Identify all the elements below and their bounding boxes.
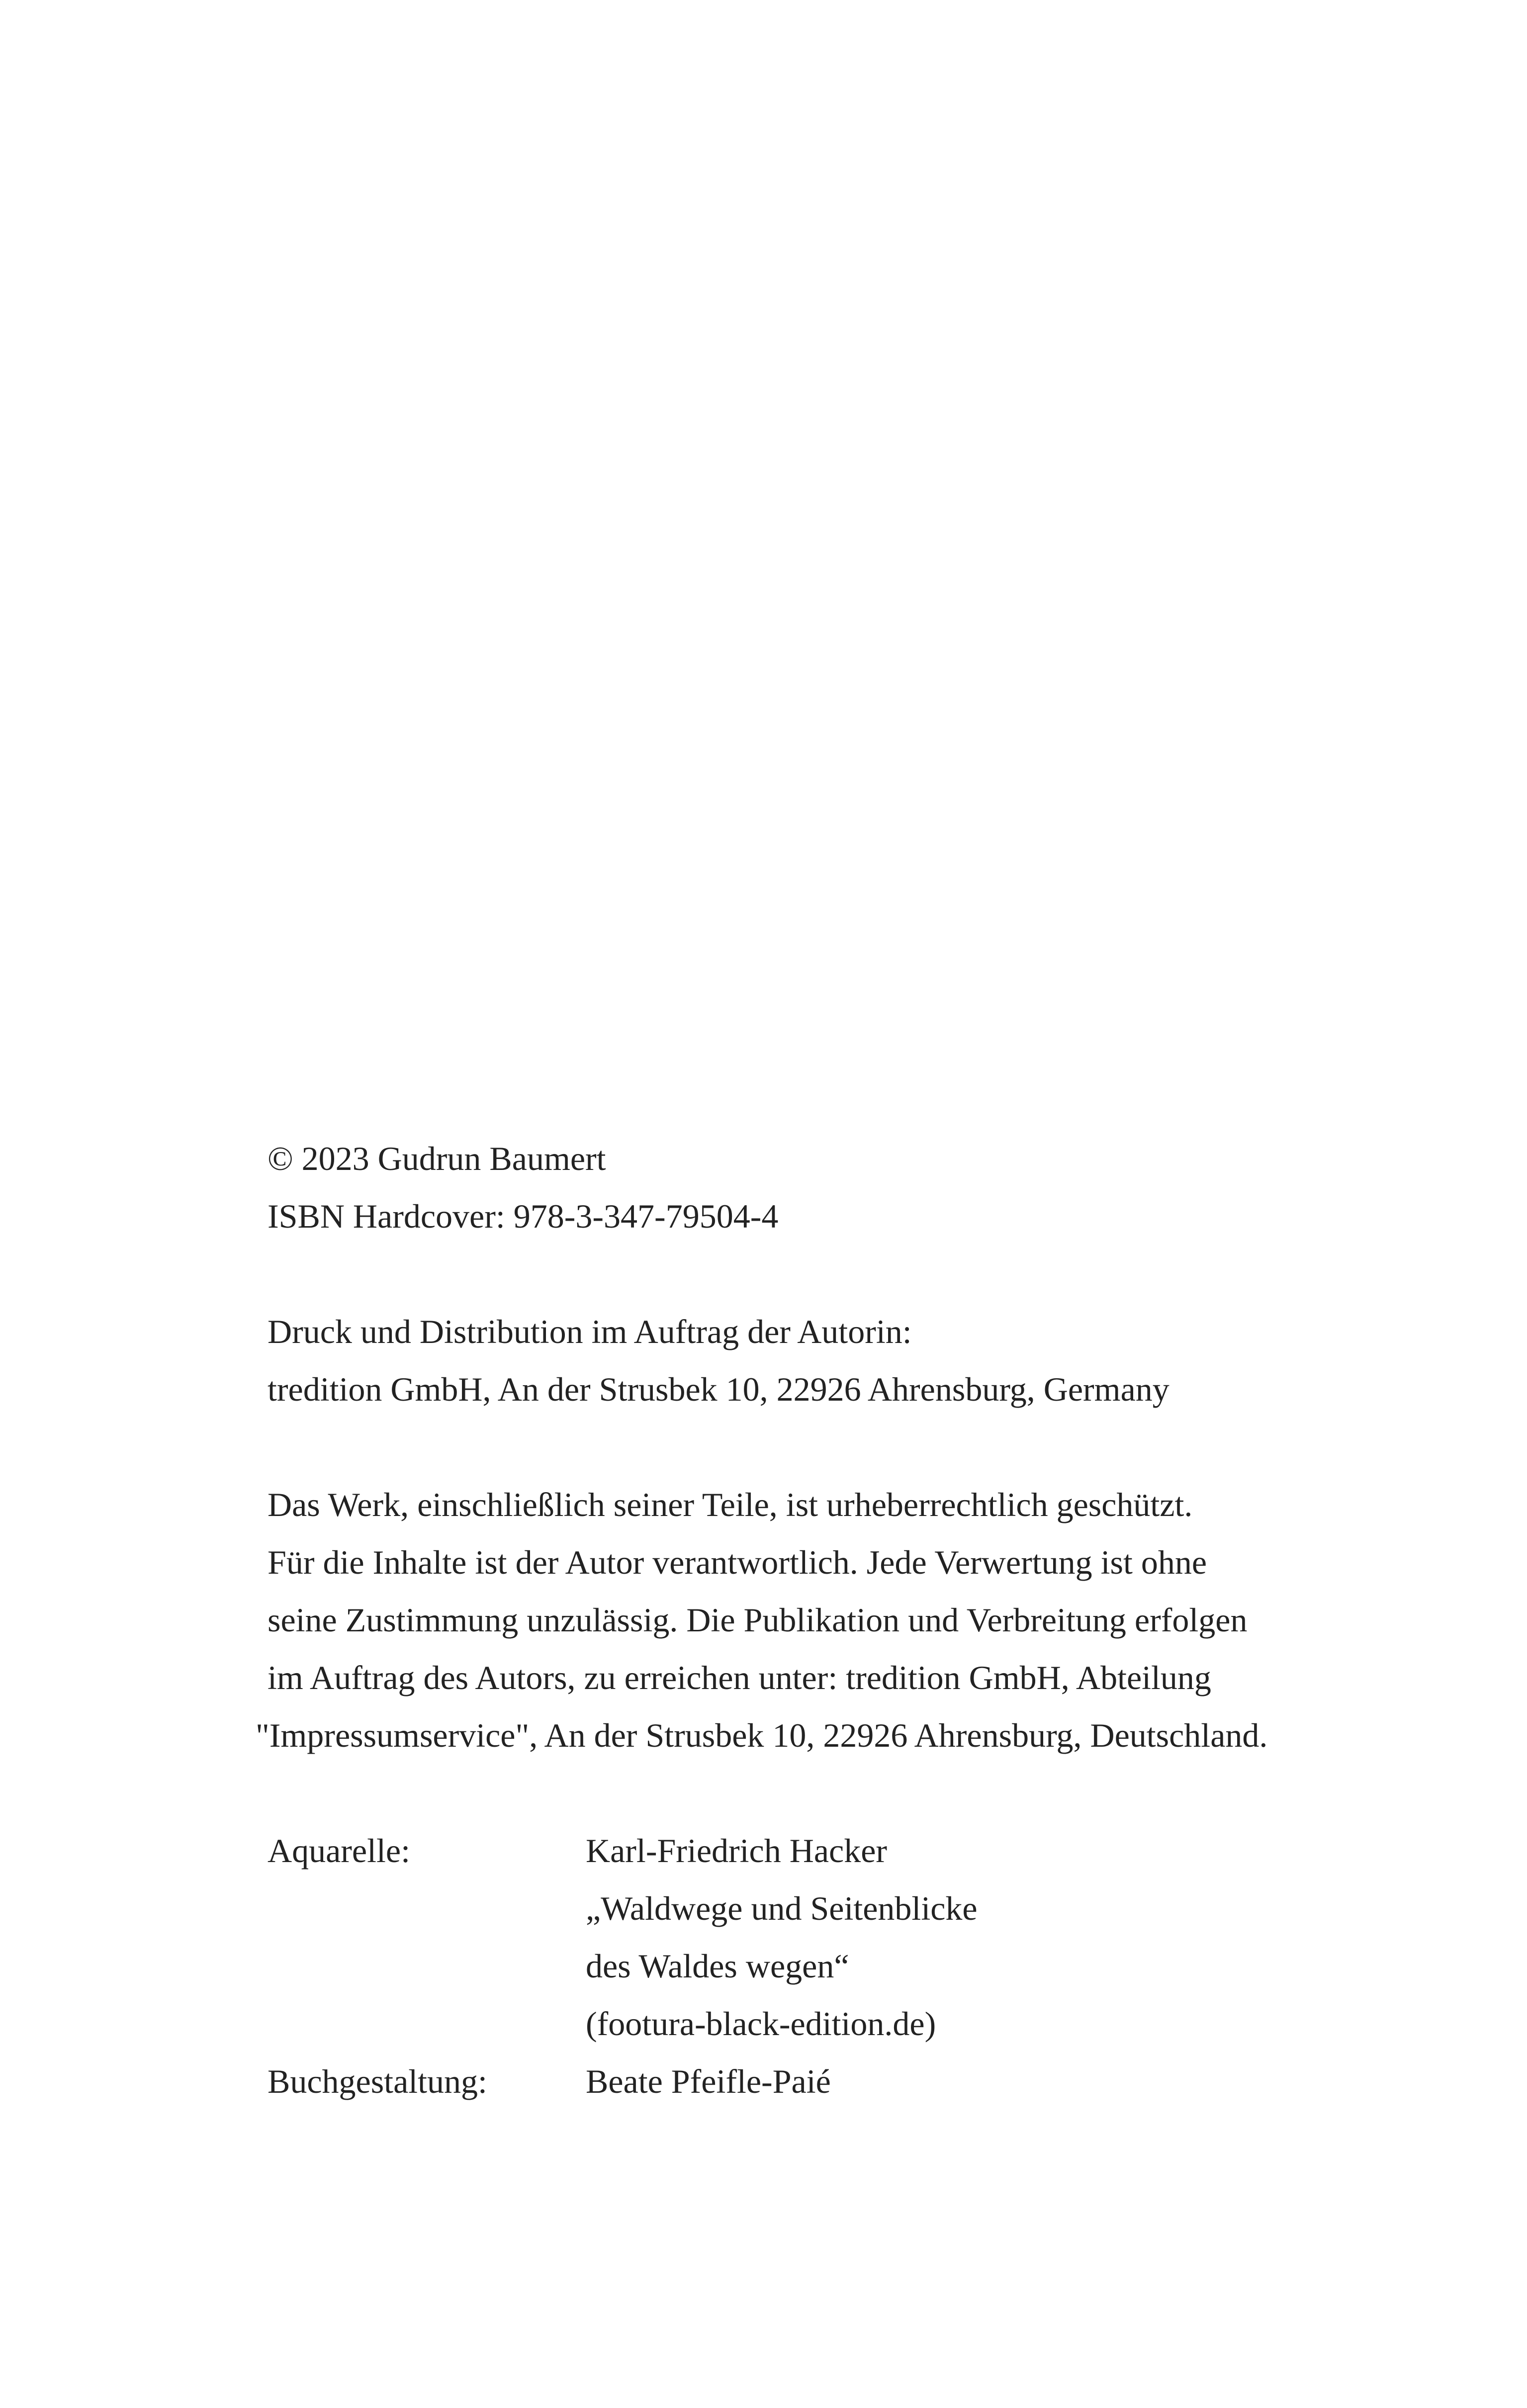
aquarelle-artist: Karl-Friedrich Hacker (586, 1832, 888, 1870)
credits-table (268, 1822, 1361, 2110)
rights-line-5: "Impressumservice", An der Strusbek 10, 22926 Ahrensburg, Deutschland. (256, 1716, 1268, 1754)
design-label: Buchgestaltung: (268, 2062, 487, 2100)
aquarelle-label: Aquarelle: (268, 1832, 410, 1870)
empty-label (268, 1937, 586, 1995)
imprint-block (256, 1130, 1361, 2110)
design-credit: Beate Pfeifle-Paié (586, 2062, 831, 2100)
spacer (268, 1764, 1361, 1822)
spacer (268, 1245, 1361, 1303)
aquarelle-website: (footura-black-edition.de) (586, 2005, 936, 2043)
aquarelle-title-line-2: des Waldes wegen“ (586, 1947, 849, 1985)
aquarelle-title-line-1: „Waldwege und Seitenblicke (586, 1889, 978, 1927)
rights-line-2: Für die Inhalte ist der Autor verantwortlich. Jede Verwertung ist ohne (268, 1543, 1207, 1581)
distribution-line-2: tredition GmbH, An der Strusbek 10, 22926 Ahrensburg, Germany (268, 1370, 1169, 1408)
rights-line-3: seine Zustimmung unzulässig. Die Publikation und Verbreitung erfolgen (268, 1601, 1248, 1639)
distribution-line-1: Druck und Distribution im Auftrag der Autorin: (268, 1313, 912, 1350)
isbn-line: ISBN Hardcover: 978-3-347-79504-4 (268, 1197, 779, 1235)
spacer (268, 1418, 1361, 1476)
empty-label (268, 1995, 586, 2052)
empty-label (268, 1879, 586, 1937)
copyright-line: © 2023 Gudrun Baumert (268, 1140, 606, 1177)
rights-line-1: Das Werk, einschließlich seiner Teile, ist urheberrechtlich geschützt. (268, 1486, 1193, 1523)
rights-line-4: im Auftrag des Autors, zu erreichen unter: tredition GmbH, Abteilung (268, 1659, 1211, 1696)
